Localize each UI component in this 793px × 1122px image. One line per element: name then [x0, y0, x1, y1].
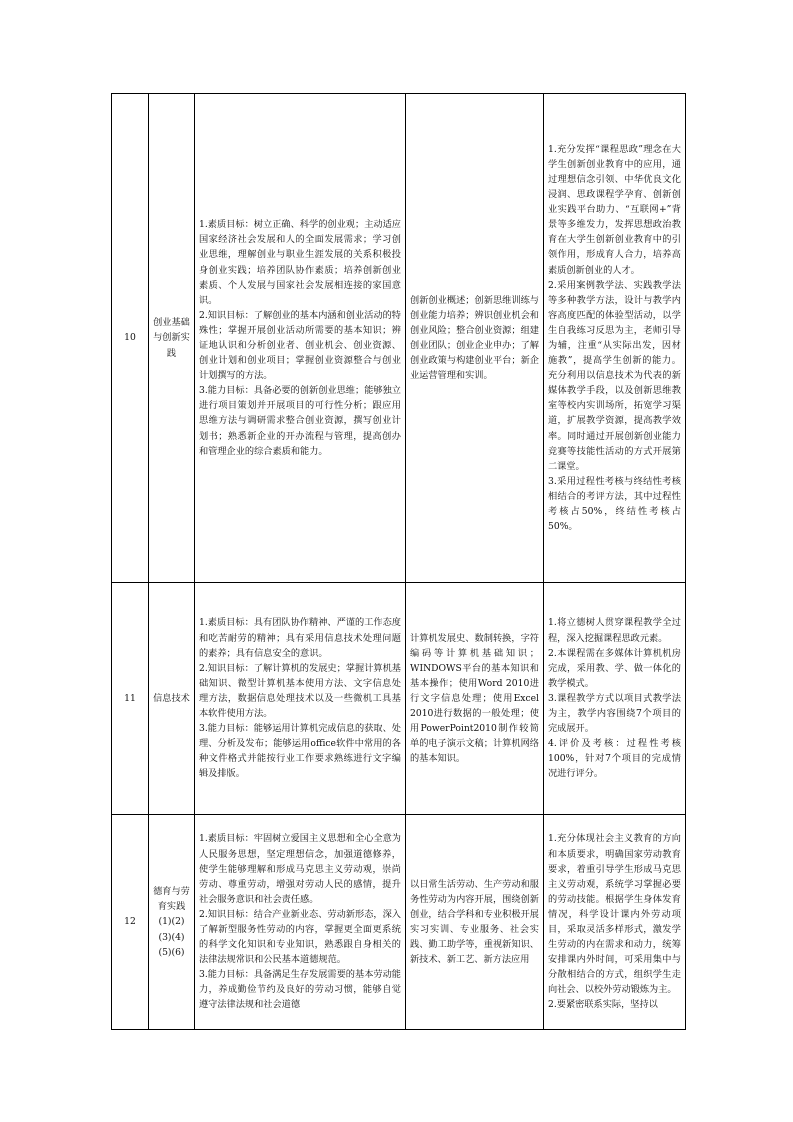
objective-quality: 1.素质目标：具有团队协作精神、严谨的工作态度和吃苦耐劳的精神；具有采用信息技术处理问题的素养；具有信息安全的意识。	[199, 617, 401, 659]
course-name-sub: (1)(2)(3)(4)(5)(6)	[158, 916, 185, 958]
table-row	[112, 583, 686, 815]
course-objectives	[195, 94, 406, 583]
objective-ability: 3.能力目标：能够运用计算机完成信息的获取、处理、分析及发布；能够运用office软件中常用的各种文件格式并能按行业工作要求熟练进行文字编辑及排版。	[199, 723, 401, 780]
objective-quality: 1.素质目标：树立正确、科学的创业观；主动适应国家经济社会发展和人的全面发展需求；学习创业思维，理解创业与职业生涯发展的关系积极投身创业实践；培养团队协作素质；培养创新创业素质、个人发展与国家社会发展相连接的家国意识。	[199, 219, 401, 306]
requirement-item: 3.课程教学方式以项目式教学法为主，教学内容围绕7个项目的完成展开。	[548, 692, 681, 735]
objective-ability: 3.能力目标：具备满足生存发展需要的基本劳动能力，养成勤俭节约及良好的劳动习惯，能够自觉遵守法律法规和社会道德	[199, 969, 401, 1011]
course-table	[111, 93, 686, 1030]
objective-knowledge: 2.知识目标：结合产业新业态、劳动新形态，深入了解新型服务性劳动的内容，掌握更全面更系统的科学文化知识和专业知识，熟悉跟自身相关的法律法规常识和公民基本道德规范。	[199, 908, 401, 966]
course-objectives	[195, 815, 406, 1030]
teaching-requirements	[544, 815, 686, 1030]
course-number: 11	[112, 583, 149, 815]
objective-ability: 3.能力目标：具备必要的创新创业思维；能够独立进行项目策划并开展项目的可行性分析；跟应用思维方法与调研需求整合创业资源，撰写创业计划书；熟悉新企业的开办流程与管理，提高创办和管理企业的综合素质和能力。	[199, 385, 401, 457]
objective-knowledge: 2.知识目标：了解创业的基本内涵和创业活动的特殊性；掌握开展创业活动所需要的基本知识；辨证地认识和分析创业者、创业机会、创业资源、创业计划和创业项目；掌握创业资源整合与创业计划撰写的方法。	[199, 309, 401, 382]
table-row	[112, 815, 686, 1030]
teaching-requirements	[544, 583, 686, 815]
table-row	[112, 94, 686, 583]
course-name: 信息技术	[149, 583, 195, 815]
course-content: 以日常生活劳动、生产劳动和服务性劳动为内容开展，围绕创新创业，结合学科和专业积极开展实习实训、专业服务、社会实践、勤工助学等，重视新知识、新技术、新工艺、新方法应用	[406, 815, 544, 1030]
course-name: 德育与劳育实践	[153, 886, 190, 913]
objective-quality: 1.素质目标：牢固树立爱国主义思想和全心全意为人民服务思想，坚定理想信念，加强道德修养，使学生能够理解和形成马克思主义劳动观，崇尚劳动、尊重劳动，增强对劳动人民的感情，提升社会服务意识和社会责任感。	[199, 833, 401, 905]
requirement-item: 1.将立德树人贯穿课程教学全过程，深入挖掘课程思政元素。	[548, 617, 681, 644]
course-content: 计算机发展史、数制转换，字符编码等计算机基础知识；WINDOWS平台的基本知识和基本操作；使用Word 2010进行文字信息处理；使用Excel 2010进行数据的一般处理；使用PowerPoint2010制作较简单的电子演示文稿；计算机网络的基本知识。	[406, 583, 544, 815]
requirement-item: 3.采用过程性考核与终结性考核相结合的考评方法，其中过程性考核占50%，终结性考核占50%。	[548, 475, 681, 533]
requirement-item: 1.充分发挥“课程思政”理念在大学生创新创业教育中的应用，通过理想信念引领、中华优良文化浸润、思政课程学孕育、创新创业实践平台助力、“互联网+”背景等多维发力，发挥思想政治教育在大学生创新创业教育中的引领作用，形成育人合力，培养高素质创新创业的人才。	[548, 143, 681, 276]
requirement-item: 1.充分体现社会主义教育的方向和本质要求，明确国家劳动教育要求，着重引导学生形成马克思主义劳动观，系统学习掌握必要的劳动技能。根据学生身体发育情况，科学设计课内外劳动项目，采取灵活多样形式，激发学生劳动的内在需求和动力，统筹安排课内外时间，可采用集中与分散相结合的方式，组织学生走向社会、以校外劳动锻炼为主。	[548, 833, 681, 996]
requirement-item: 4.评价及考核：过程性考核100%，针对7个项目的完成情况进行评分。	[548, 738, 681, 780]
course-content: 创新创业概述；创新思维训练与创业能力培养；辨识创业机会和创业风险；整合创业资源；组建创业团队；创业企业申办；了解创业政策与构建创业平台；新企业运营管理和实训。	[406, 94, 544, 583]
requirement-item: 2.要紧密联系实际，坚持以	[548, 999, 658, 1011]
course-number: 12	[112, 815, 149, 1030]
requirement-item: 2.采用案例教学法、实践教学法等多种教学方法，设计与教学内容高度匹配的体验型活动，以学生自我练习反思为主，老师引导为辅，注重“从实际出发，因材施教”，提高学生创新的能力。充分利用以信息技术为代表的新媒体教学手段，以及创新思维教室等校内实训场所，拓宽学习渠道，扩展教学资源，提高教学效率。同时通过开展创新创业能力竞赛等技能性活动的方式开展第二课堂。	[548, 279, 681, 472]
objective-knowledge: 2.知识目标：了解计算机的发展史；掌握计算机基础知识、微型计算机基本使用方法、文字信息处理方法，数据信息处理技术以及一些微机工具基本软件使用方法。	[199, 662, 401, 720]
teaching-requirements	[544, 94, 686, 583]
requirement-item: 2.本课程需在多媒体计算机机房完成，采用教、学、做一体化的教学模式。	[548, 647, 681, 689]
course-objectives	[195, 583, 406, 815]
course-name: 创业基础与创新实践	[149, 94, 195, 583]
course-name-cell	[149, 815, 195, 1030]
course-number: 10	[112, 94, 149, 583]
